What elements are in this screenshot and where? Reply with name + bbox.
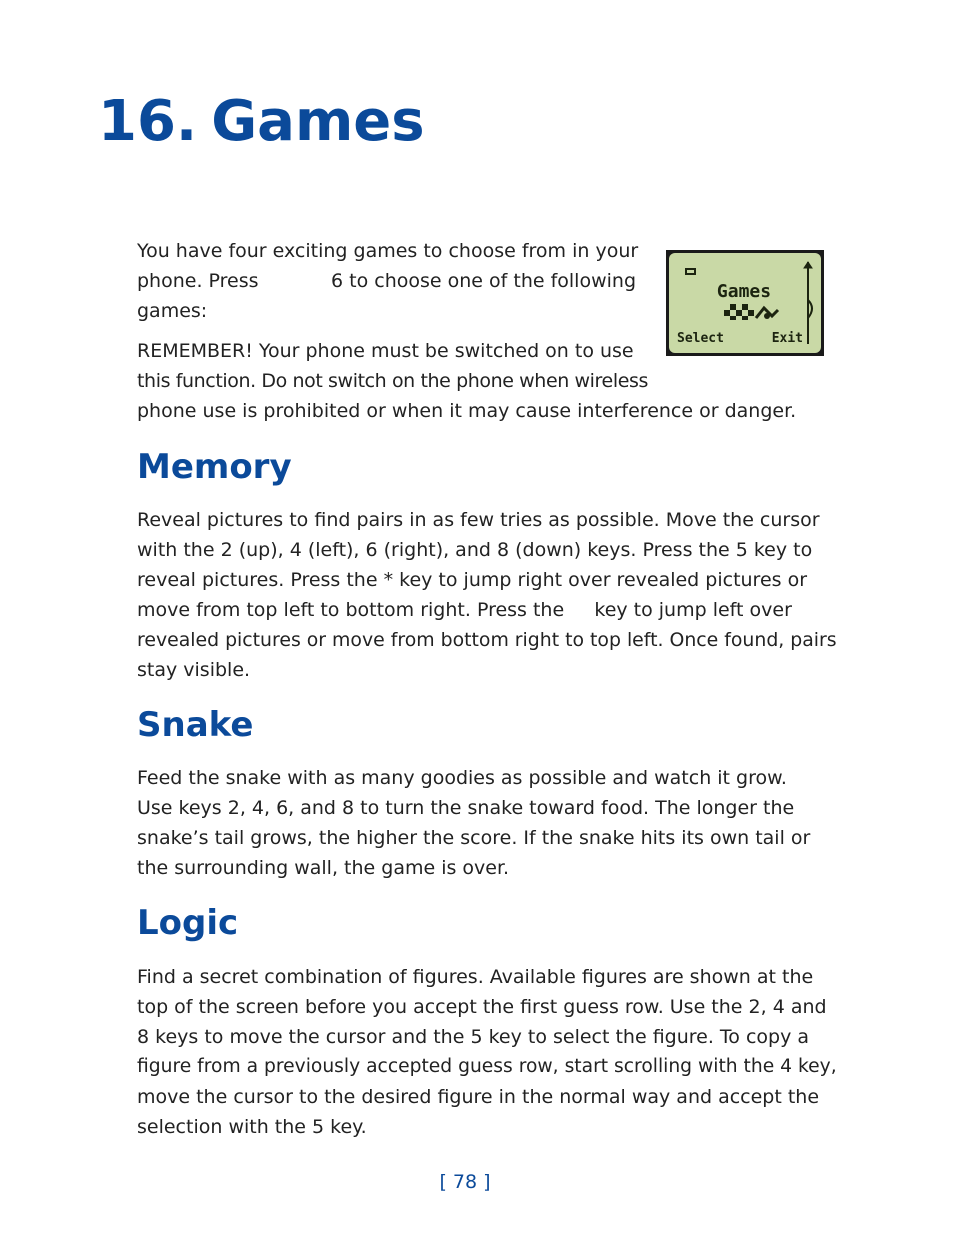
logic-line: top of the screen before you accept the first guess row. Use the 2, 4 and [137, 996, 827, 1018]
phone-screen-title: Games [716, 281, 772, 302]
logic-heading: Logic [137, 903, 239, 943]
intro-paragraph [137, 236, 642, 326]
page-number: [ 78 ] [439, 1171, 491, 1193]
intro-line: You have four exciting games to choose from in your [137, 240, 639, 262]
chapter-number: 16. [98, 89, 198, 154]
snake-paragraph [137, 763, 837, 883]
logic-line: move the cursor to the desired figure in the normal way and accept the [137, 1086, 820, 1108]
reminder-line: REMEMBER! Your phone must be switched on to use [137, 340, 634, 362]
intro-line: phone. Press 6 to choose one of the following [137, 270, 637, 292]
memory-line: revealed pictures or move from bottom right to top left. Once found, pairs [137, 629, 837, 651]
memory-line: stay visible. [137, 659, 251, 681]
logic-line: selection with the 5 key. [137, 1116, 367, 1138]
memory-paragraph [137, 505, 837, 685]
right-softkey-label: Exit [771, 331, 803, 346]
logic-line: figure from a previously accepted guess row, start scrolling with the 4 key, [137, 1056, 837, 1077]
snake-line: Feed the snake with as many goodies as possible and watch it grow. [137, 767, 787, 789]
reminder-paragraph [137, 336, 817, 426]
memory-line: Reveal pictures to find pairs in as few tries as possible. Move the cursor [137, 509, 820, 531]
reminder-line: this function. Do not switch on the phone when wireless [137, 370, 648, 392]
snake-line: the surrounding wall, the game is over. [137, 857, 510, 879]
logic-paragraph [137, 962, 837, 1142]
snake-line: Use keys 2, 4, 6, and 8 to turn the snake toward food. The longer the [137, 797, 795, 819]
logic-line: Find a secret combination of figures. Available figures are shown at the [137, 966, 814, 988]
memory-heading: Memory [137, 447, 292, 487]
signal-indicator-icon [685, 268, 696, 275]
reminder-line: phone use is prohibited or when it may cause interference or danger. [137, 400, 797, 422]
memory-line: move from top left to bottom right. Press the key to jump left over [137, 599, 792, 621]
memory-line: reveal pictures. Press the * key to jump right over revealed pictures or [137, 569, 808, 591]
chapter-title-text: Games [211, 89, 425, 154]
left-softkey-label: Select [677, 331, 724, 346]
snake-heading: Snake [137, 705, 254, 745]
logic-line: 8 keys to move the cursor and the 5 key to select the figure. To copy a [137, 1026, 810, 1048]
memory-line: with the 2 (up), 4 (left), 6 (right), and 8 (down) keys. Press the 5 key to [137, 539, 813, 561]
intro-line: games: [137, 300, 208, 322]
chapter-title [98, 82, 425, 162]
snake-line: snake’s tail grows, the higher the score. If the snake hits its own tail or [137, 827, 811, 849]
